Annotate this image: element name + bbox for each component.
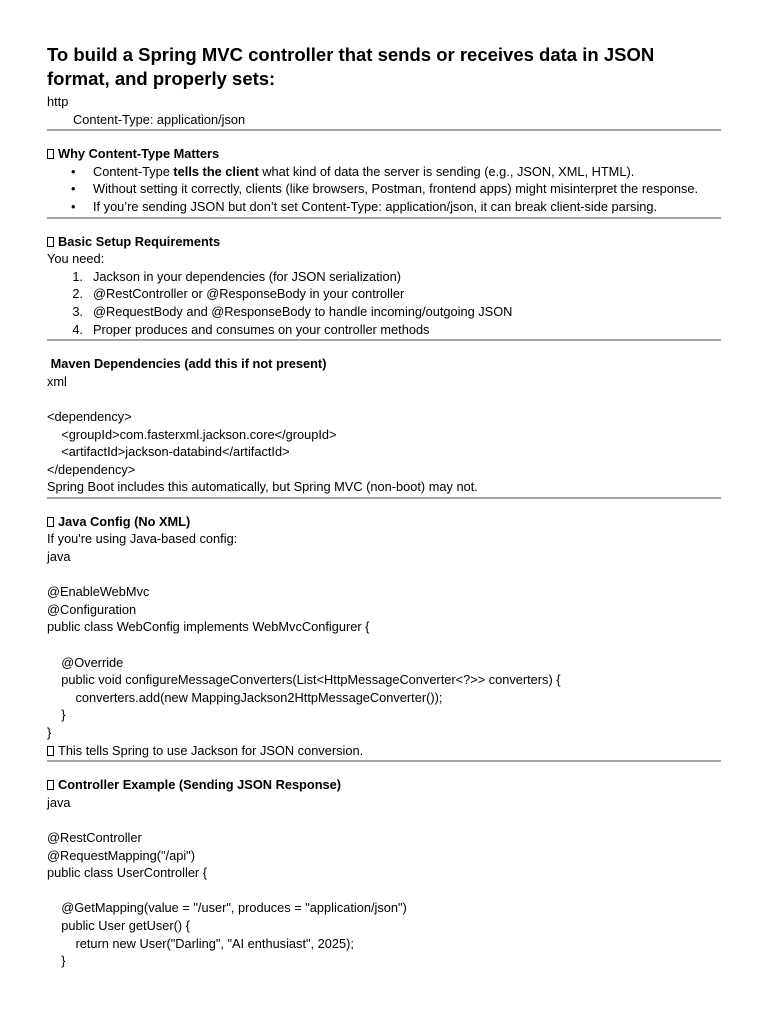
section-heading-why: Why Content-Type Matters xyxy=(47,145,721,163)
list-item: 2. @RestController or @ResponseBody in your controller xyxy=(72,286,405,302)
code-line: <dependency> xyxy=(47,408,132,424)
code-line: } xyxy=(47,953,66,969)
code-line: @RestController xyxy=(47,829,142,845)
divider xyxy=(47,339,721,341)
javaconfig-note: This tells Spring to use Jackson for JSON conversion. xyxy=(47,742,721,760)
setup-intro: You need: xyxy=(47,251,105,267)
code-line: @GetMapping(value = "/user", produces = "application/json") xyxy=(47,900,407,916)
code-line: } xyxy=(47,725,52,740)
missing-glyph-icon xyxy=(47,237,54,247)
section-heading-javaconfig: Java Config (No XML) xyxy=(47,513,721,531)
code-line: @Configuration xyxy=(47,601,137,617)
maven-note: Spring Boot includes this automatically, but Spring MVC (non-boot) may not. xyxy=(47,479,478,495)
code-line: @RequestMapping("/api") xyxy=(47,847,195,863)
section-heading-controller: Controller Example (Sending JSON Response) xyxy=(47,776,721,794)
list-item: • Without setting it correctly, clients (like browsers, Postman, frontend apps) might misinterpret the response. xyxy=(71,181,699,197)
code-language-label: java xyxy=(47,794,71,810)
code-line: converters.add(new MappingJackson2HttpMessageConverter()); xyxy=(47,689,443,705)
document-title: To build a Spring MVC controller that sends or receives data in JSON format, and properly sets: xyxy=(47,44,655,89)
list-item: 4. Proper produces and consumes on your controller methods xyxy=(72,321,430,337)
content-type-line: Content-Type: application/json xyxy=(73,111,246,127)
divider xyxy=(47,217,721,219)
why-bullet-list xyxy=(47,163,721,216)
list-item: 1. Jackson in your dependencies (for JSON serialization) xyxy=(72,268,401,284)
http-label: http xyxy=(47,94,69,109)
code-line: } xyxy=(47,707,66,723)
code-language-label: java xyxy=(47,549,71,565)
list-item: • Content-Type tells the client what kind of data the server is sending (e.g., JSON, XML, HTML). xyxy=(71,163,635,179)
divider xyxy=(47,760,721,762)
divider xyxy=(47,129,721,131)
bullet-icon: • xyxy=(71,198,76,214)
missing-glyph-icon xyxy=(47,746,54,756)
bullet-icon: • xyxy=(71,181,76,197)
code-line: <groupId>com.fasterxml.jackson.core</groupId> xyxy=(47,426,337,442)
code-line: @EnableWebMvc xyxy=(47,584,150,600)
code-line: @Override xyxy=(47,654,124,670)
divider xyxy=(47,497,721,499)
code-line: public User getUser() { xyxy=(47,917,190,933)
code-line: public class WebConfig implements WebMvcConfigurer { xyxy=(47,619,370,635)
list-item: 3. @RequestBody and @ResponseBody to handle incoming/outgoing JSON xyxy=(72,303,513,319)
code-line: <artifactId>jackson-databind</artifactId> xyxy=(47,444,290,460)
missing-glyph-icon xyxy=(47,517,54,527)
setup-numbered-list xyxy=(47,268,721,338)
missing-glyph-icon xyxy=(47,149,54,159)
section-heading-maven: Maven Dependencies (add this if not present) xyxy=(50,356,327,372)
list-item: • If you’re sending JSON but don’t set Content-Type: application/json, it can break client-side parsing. xyxy=(71,198,658,214)
code-language-label: xml xyxy=(47,373,67,389)
section-heading-setup: Basic Setup Requirements xyxy=(47,233,721,251)
bullet-icon: • xyxy=(71,163,76,179)
code-line: public void configureMessageConverters(List<HttpMessageConverter<?>> converters) { xyxy=(47,672,561,688)
missing-glyph-icon xyxy=(47,780,54,790)
javaconfig-intro: If you're using Java-based config: xyxy=(47,531,238,547)
code-line: public class UserController { xyxy=(47,865,208,881)
code-line: return new User("Darling", "AI enthusiast", 2025); xyxy=(47,935,354,951)
code-line: </dependency> xyxy=(47,461,136,477)
